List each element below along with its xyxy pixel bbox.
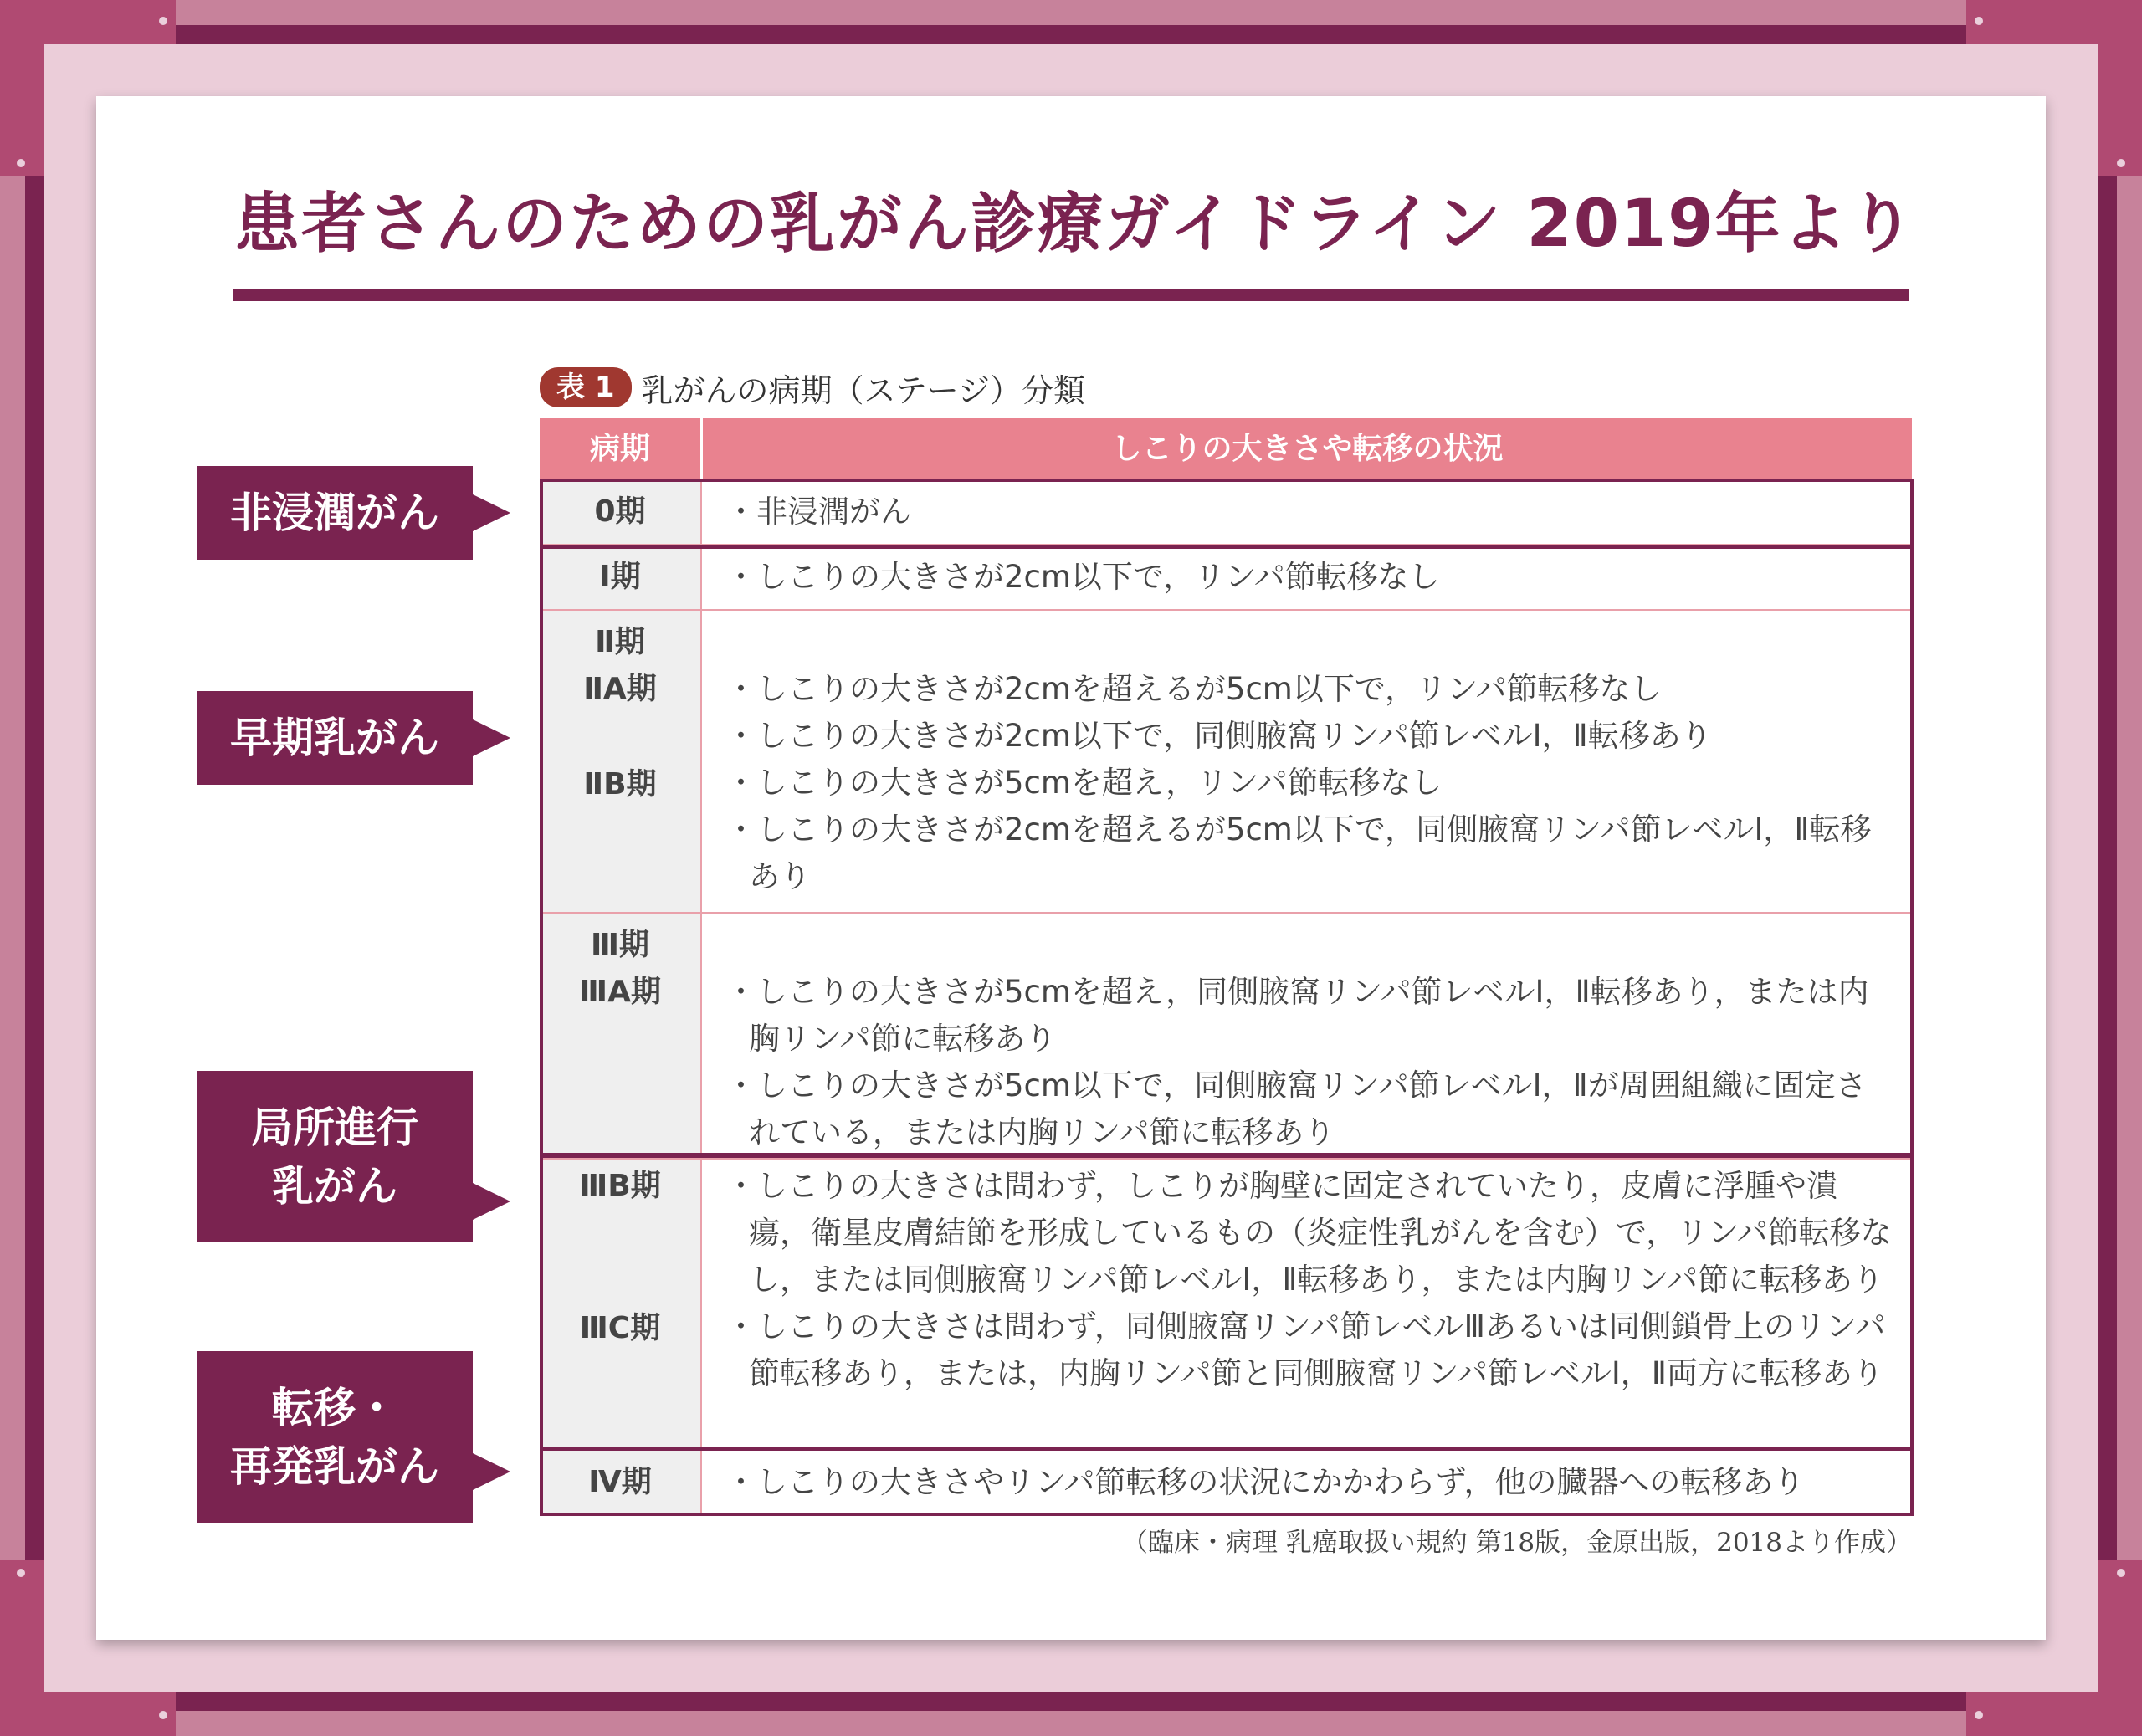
label-arrow bbox=[473, 1183, 510, 1220]
header-description: しこりの大きさや転移の状況 bbox=[1111, 432, 1504, 466]
list-item: ・しこりの大きさが5cmを超え，同側腋窩リンパ節レベルⅠ，Ⅱ転移あり，または内胸リンパ節に転移あり bbox=[725, 974, 1869, 1057]
frame-band bbox=[25, 176, 44, 1560]
source-note: （臨床・病理 乳癌取扱い規約 第18版，金原出版，2018より作成） bbox=[1121, 1528, 1912, 1558]
list-item: ・しこりの大きさが5cmを超え，リンパ節転移なし bbox=[725, 765, 1443, 801]
description-cell bbox=[725, 1163, 1893, 1397]
stage-cell: ⅢC期 bbox=[579, 1311, 661, 1345]
stage-cell: Ⅱ期 bbox=[595, 625, 645, 659]
label-non-invasive: 非浸潤がん bbox=[197, 466, 473, 560]
stage-cell: Ⅲ期 bbox=[590, 928, 650, 962]
list-item: ・非浸潤がん bbox=[725, 494, 911, 530]
list-item: ・しこりの大きさが2cm以下で，同側腋窩リンパ節レベルⅠ，Ⅱ転移あり bbox=[725, 718, 1712, 754]
stage-cell: Ⅰ期 bbox=[599, 560, 641, 594]
frame-band bbox=[176, 25, 1966, 44]
description-cell bbox=[725, 666, 1893, 900]
label-arrow bbox=[473, 1453, 510, 1490]
list-item: ・しこりの大きさは問わず，同側腋窩リンパ節レベルⅢあるいは同側鎖骨上のリンパ節転移あり，または，内胸リンパ節と同側腋窩リンパ節レベルⅠ，Ⅱ両方に転移あり bbox=[725, 1308, 1886, 1391]
label-metastatic: 転移・ 再発乳がん bbox=[197, 1351, 473, 1523]
stage-cell: ⅡB期 bbox=[583, 767, 657, 801]
list-item: ・しこりの大きさが2cmを超えるが5cm以下で，リンパ節転移なし bbox=[725, 671, 1662, 707]
frame-band bbox=[2098, 176, 2117, 1560]
stage-cell: 0期 bbox=[594, 494, 646, 529]
frame-band bbox=[176, 1692, 1966, 1711]
label-arrow bbox=[473, 494, 510, 531]
stage-cell: ⅢA期 bbox=[579, 975, 661, 1009]
title-underline bbox=[233, 289, 1909, 301]
stage-cell: ⅡA期 bbox=[583, 672, 657, 706]
page-title: 患者さんのための乳がん診療ガイドライン 2019年より bbox=[234, 187, 1916, 262]
stage-cell: ⅢB期 bbox=[579, 1169, 661, 1203]
list-item: ・しこりの大きさが2cm以下で，リンパ節転移なし bbox=[725, 559, 1440, 595]
table-badge: 表 1 bbox=[540, 367, 632, 407]
description-cell bbox=[725, 969, 1893, 1156]
description-cell bbox=[725, 489, 1893, 535]
list-item: ・しこりの大きさが5cm以下で，同側腋窩リンパ節レベルⅠ，Ⅱが周囲組織に固定されている，または内胸リンパ節に転移あり bbox=[725, 1068, 1867, 1150]
description-cell bbox=[725, 1459, 1893, 1506]
description-cell bbox=[725, 554, 1893, 601]
frame-band bbox=[2117, 176, 2142, 1560]
table-caption bbox=[540, 366, 1085, 408]
header-stage: 病期 bbox=[589, 432, 650, 466]
label-arrow bbox=[473, 719, 510, 756]
list-item: ・しこりの大きさは問わず，しこりが胸壁に固定されていたり，皮膚に浮腫や潰瘍，衛星皮膚結節を形成しているもの（炎症性乳がんを含む）で，リンパ節転移なし，または同側腋窩リンパ節レベルⅠ，Ⅱ転移あり，または内胸リンパ節に転移あり bbox=[725, 1168, 1892, 1298]
frame-band bbox=[176, 0, 1966, 25]
stage-table bbox=[540, 418, 1912, 1514]
frame-band bbox=[176, 1711, 1966, 1736]
stage-cell: Ⅳ期 bbox=[588, 1465, 652, 1499]
table-caption-text: 乳がんの病期（ステージ）分類 bbox=[641, 371, 1085, 409]
label-early: 早期乳がん bbox=[197, 691, 473, 785]
label-locally-advanced: 局所進行 乳がん bbox=[197, 1071, 473, 1242]
frame-band bbox=[0, 176, 25, 1560]
list-item: ・しこりの大きさやリンパ節転移の状況にかかわらず，他の臓器への転移あり bbox=[725, 1464, 1805, 1500]
list-item: ・しこりの大きさが2cmを超えるが5cm以下で，同側腋窩リンパ節レベルⅠ，Ⅱ転移あり bbox=[725, 812, 1872, 894]
